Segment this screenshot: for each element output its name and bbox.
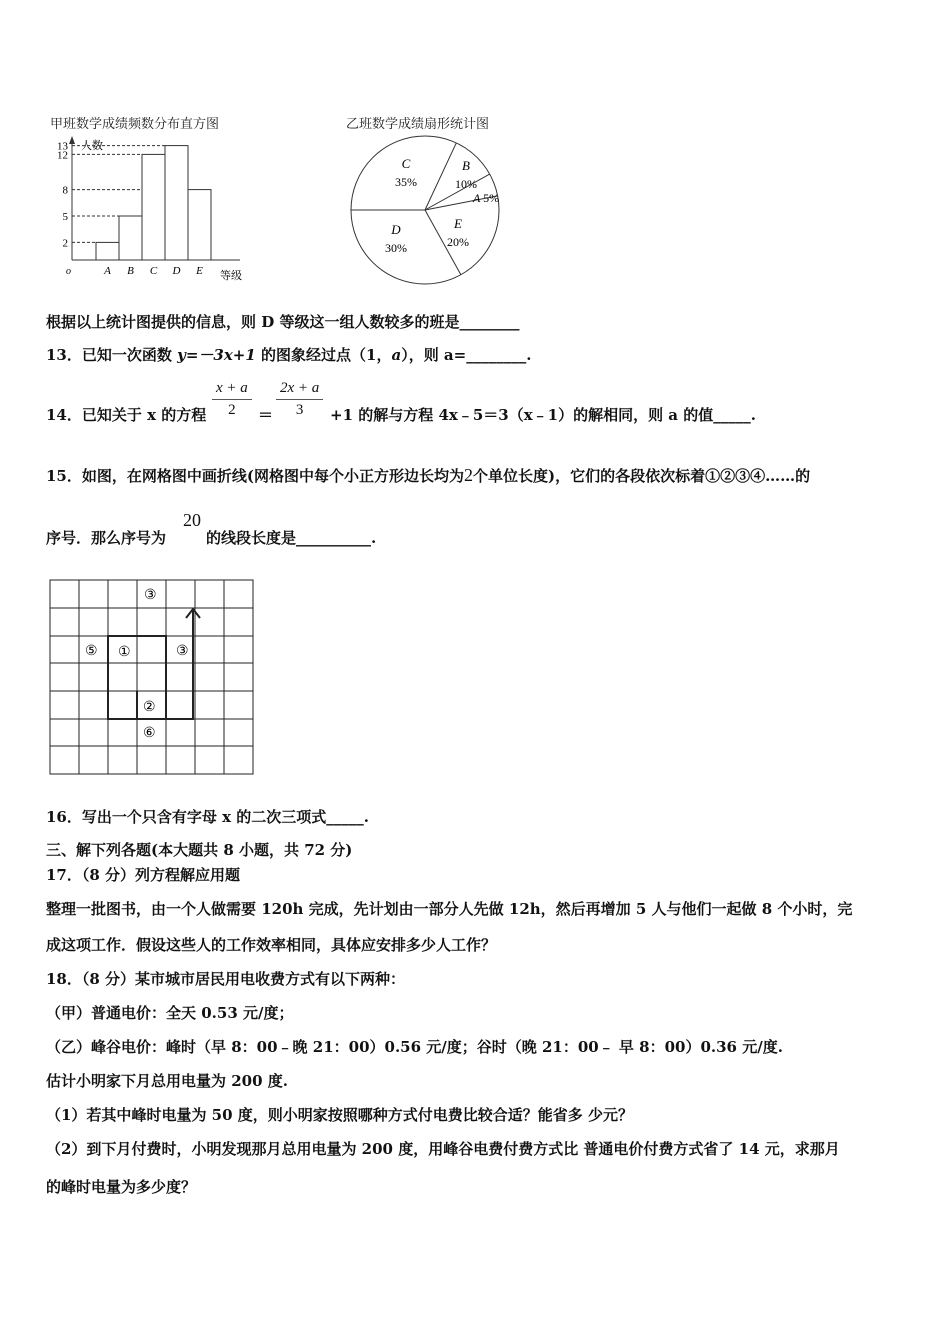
q17-title: 17．（8 分）列方程解应用题 [46,866,241,884]
q18-part-2-line-2: 的峰时电量为多少度？ [46,1178,197,1196]
bar-D [165,146,188,260]
q14-frac1-numerator: x + a [216,380,248,396]
section-3-heading: 三、解下列各题(本大题共 8 小题，共 72 分) [46,841,353,859]
pie-value-label: 10% [455,177,477,191]
y-tick-label: 8 [62,184,68,197]
label-2: ② [143,700,156,715]
x-tick-label: D [172,265,181,277]
q14-equals: ＝ [258,406,274,424]
y-tick-label: 5 [62,211,68,223]
q15-line-1 [46,465,810,486]
q18-part-1: （1）若其中峰时电量为 50 度，则小明家按照哪种方式付电费比较合适？能省多 少元？ [46,1106,633,1124]
q15-line1-pre: 15．如图，在网格图中画折线(网格图中每个小正方形边长均为 [46,467,464,485]
q18-part-2-line-1: （2）到下月付费时，小明发现那月总用电量为 200 度，用峰谷电费付费方式比 普通电价付费方式省了 14 元，求那月 [46,1140,840,1158]
bar-chart [40,132,280,284]
bar-E [188,190,211,260]
pie-slice-E: E [454,216,462,231]
q14-frac2-numerator: 2x + a [280,380,320,396]
pie-slice-B: B [462,158,470,173]
pie-slice-A: A 5% [473,191,500,205]
q14-frac1-denominator: 2 [212,399,252,419]
x-tick-label: C [149,265,158,277]
pie-value-label: 30% [385,241,407,255]
q15-unit: 2 [463,465,473,485]
q18-estimate: 估计小明家下月总用电量为 200 度. [46,1072,288,1090]
x-tick-label: B [127,265,134,277]
bar-C [142,154,165,260]
q14-fraction-2 [276,380,323,419]
q14-post: +1 的解与方程 4x﹣5＝3（x﹣1）的解相同，则 a 的值_____. [330,406,756,424]
q15-line1-post: 个单位长度)，它们的各段依次标着①②③④……的 [472,467,811,485]
x-tick-label: E [196,265,203,277]
grid-lines [50,580,253,774]
q15-sequence-number: 20 [183,510,201,530]
label-5: ⑤ [85,644,98,659]
x-tick-label: A [104,265,111,277]
y-tick-label: 2 [62,237,68,250]
q13-equation: y=－3x+1 [177,346,256,364]
label-6: ⑥ [143,726,156,741]
q14-fraction-1 [212,380,252,419]
q13-post: ），则 a=________. [401,346,532,364]
label-3: ③ [176,644,189,659]
y-tick-label: 13 [57,140,68,153]
q18-option-jia: （甲）普通电价：全天 0.53 元/度； [46,1004,294,1022]
pie-slice-D: D [391,222,401,237]
bar-B [119,216,142,260]
y-tick-label: 12 [57,149,68,162]
q14-frac2-denominator: 3 [276,399,323,419]
bar-chart-caption: 甲班数学成绩频数分布直方图 [50,117,220,132]
pie-slice-C: C [401,156,411,171]
label-1: ① [118,645,131,660]
q15-line-2-post: 的线段长度是__________. [206,529,377,547]
q18-title: 18．（8 分）某市城市居民用电收费方式有以下两种： [46,970,406,988]
pie-value-label: 35% [395,175,417,189]
origin-label: o [66,266,71,277]
bar-A [96,242,119,260]
q13-pre: 13．已知一次函数 [46,346,178,364]
q12-question: 根据以上统计图提供的信息，则 D 等级这一组人数较多的班是________ [46,313,520,331]
pie-chart [346,134,506,288]
y-axis-label: 人数 [81,140,103,152]
q18-option-yi: （乙）峰谷电价：峰时（早 8：00﹣晚 21：00）0.56 元/度；谷时（晚 21：00﹣ 早 8：00）0.36 元/度. [46,1038,783,1056]
q14-pre: 14．已知关于 x 的方程 [46,406,207,424]
q13-a: a [391,346,402,364]
q16-question: 16．写出一个只含有字母 x 的二次三项式_____. [46,808,369,826]
q17-line-2: 成这项工作．假设这些人的工作效率相同，具体应安排多少人工作？ [46,936,497,954]
q17-line-1: 整理一批图书，由一个人做需要 120h 完成，先计划由一部分人先做 12h，然后再增加 5 人与他们一起做 8 个小时，完 [46,900,853,918]
grid-figure [48,578,256,778]
q15-line-2-pre: 序号．那么序号为 [46,529,167,547]
label-4: ③ [144,588,157,603]
q13-mid: 的图象经过点（1， [255,346,392,364]
q13-question [46,344,531,365]
pie-value-label: 20% [447,235,469,249]
pie-chart-caption: 乙班数学成绩扇形统计图 [346,117,490,132]
x-axis-label: 等级 [220,270,242,282]
y-axis-arrow [69,136,75,144]
